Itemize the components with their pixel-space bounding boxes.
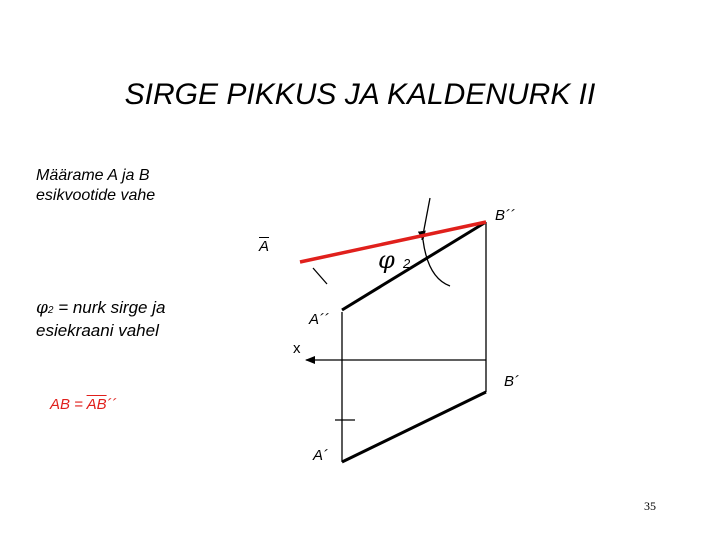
phi-subscript: 2 (47, 305, 54, 316)
equation-right-overlined: $\overline{AB}$ (86, 396, 107, 413)
equation-right-suffix: ´´ (106, 396, 117, 413)
page-number: 35 (644, 499, 656, 513)
angle-definition-line-2: esiekraani vahel (36, 321, 159, 340)
a-bar-label: $\overline{A}$ (259, 238, 270, 255)
b-single-label: B´ (504, 373, 519, 390)
a-single-label: A´ (313, 447, 328, 464)
a-bar-tick (313, 268, 327, 284)
instruction-line-2: esikvootide vahe (36, 187, 156, 204)
a-double-label: A´´ (309, 311, 329, 328)
horizontal-projection-segment (342, 392, 486, 462)
angle-definition-line-1: = nurk sirge ja (53, 298, 166, 317)
b-double-label: B´´ (495, 207, 515, 224)
instruction-line-1: Määrame A ja B (36, 167, 150, 184)
x-axis-label: x (293, 340, 301, 357)
frontal-projection-segment (342, 222, 486, 310)
page-title: SIRGE PIKKUS JA KALDENURK II (124, 78, 596, 111)
equation-left: AB = (50, 396, 87, 413)
phi-angle-label: φ (378, 246, 395, 274)
phi-angle-subscript: 2 (403, 256, 411, 271)
phi-symbol: φ (36, 298, 48, 318)
